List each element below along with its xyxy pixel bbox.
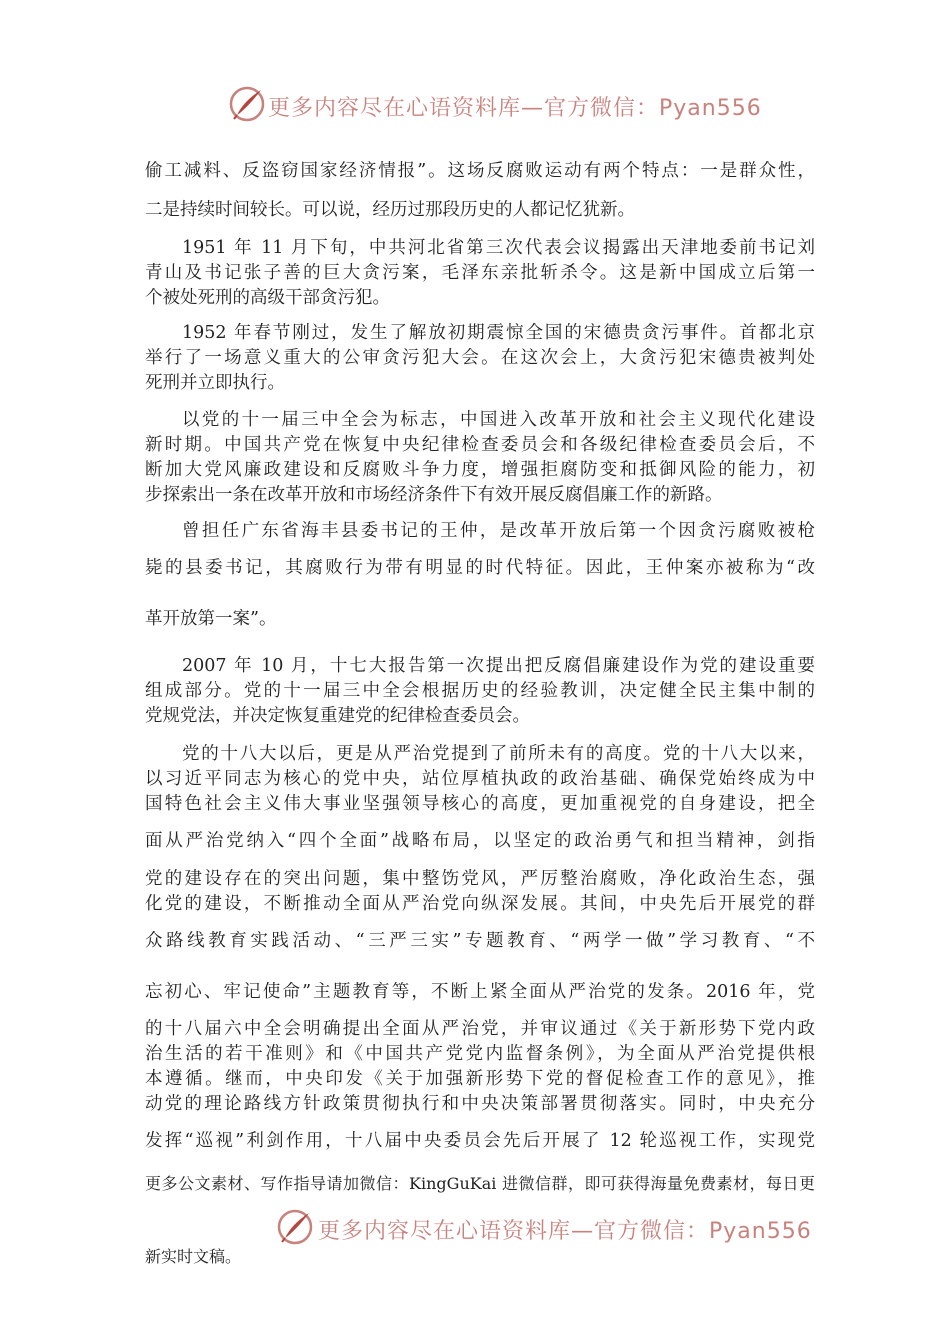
paragraph-line: 党的建设存在的突出问题，集中整饬党风，严厉整治腐败，净化政治生态，强 <box>145 869 815 889</box>
paragraph-line: 2007 年 10 月，十七大报告第一次提出把反腐倡廉建设作为党的建设重要 <box>182 656 815 676</box>
paragraph-line: 以习近平同志为核心的党中央，站位厚植执政的政治基础、确保党始终成为中 <box>145 769 815 789</box>
paragraph-line: 二是持续时间较长。可以说，经历过那段历史的人都记忆犹新。 <box>145 200 635 220</box>
footer-note-line1: 更多公文素材、写作指导请加微信：KingGuKai 进微信群，即可获得海量免费素材，每日更 <box>145 1174 815 1193</box>
paragraph-line: 党的十八大以后，更是从严治党提到了前所未有的高度。党的十八大以来， <box>182 744 815 764</box>
paragraph-line: 本遵循。继而，中央印发《关于加强新形势下党的督促检查工作的意见》，推 <box>145 1069 815 1089</box>
paragraph-line: 个被处死刑的高级干部贪污犯。 <box>145 288 390 308</box>
paragraph-line: 众路线教育实践活动、“三严三实”专题教育、“两学一做”学习教育、“不 <box>145 931 815 951</box>
paragraph-line: 动党的理论路线方针政策贯彻执行和中央决策部署贯彻落实。同时，中央充分 <box>145 1094 815 1114</box>
footer-banner <box>0 1205 950 1249</box>
paragraph-line: 以党的十一届三中全会为标志，中国进入改革开放和社会主义现代化建设 <box>182 410 815 430</box>
paragraph-line: 治生活的若干准则》和《中国共产党党内监督条例》，为全面从严治党提供根 <box>145 1044 815 1064</box>
paragraph-line: 毙的县委书记，其腐败行为带有明显的时代特征。因此，王仲案亦被称为“改 <box>145 558 815 578</box>
header-banner <box>0 82 950 126</box>
paragraph-line: 举行了一场意义重大的公审贪污犯大会。在这次会上，大贪污犯宋德贵被判处 <box>145 348 815 368</box>
quill-logo-icon <box>276 1208 314 1246</box>
paragraph-line: 党规党法，并决定恢复重建党的纪律检查委员会。 <box>145 706 530 726</box>
paragraph-line: 化党的建设，不断推动全面从严治党向纵深发展。其间，中央先后开展党的群 <box>145 894 815 914</box>
paragraph-line: 死刑并立即执行。 <box>145 373 285 393</box>
quill-logo-icon <box>228 85 266 123</box>
paragraph-line: 步探索出一条在改革开放和市场经济条件下有效开展反腐倡廉工作的新路。 <box>145 485 723 505</box>
paragraph-line: 面从严治党纳入“四个全面”战略布局，以坚定的政治勇气和担当精神，剑指 <box>145 831 815 851</box>
paragraph-line: 新时期。中国共产党在恢复中央纪律检查委员会和各级纪律检查委员会后，不 <box>145 435 815 455</box>
paragraph-line: 忘初心、牢记使命”主题教育等，不断上紧全面从严治党的发条。2016 年，党 <box>145 982 815 1002</box>
paragraph-line: 青山及书记张子善的巨大贪污案，毛泽东亲批斩杀令。这是新中国成立后第一 <box>145 263 815 283</box>
paragraph-line: 组成部分。党的十一届三中全会根据历史的经验教训，决定健全民主集中制的 <box>145 681 815 701</box>
banner-text: 更多内容尽在心语资料库—官方微信：Pyan556 <box>318 1219 812 1244</box>
paragraph-line: 断加大党风廉政建设和反腐败斗争力度，增强拒腐防变和抵御风险的能力，初 <box>145 460 815 480</box>
paragraph-line: 偷工减料、反盗窃国家经济情报”。这场反腐败运动有两个特点：一是群众性， <box>145 161 815 181</box>
paragraph-line: 国特色社会主义伟大事业坚强领导核心的高度，更加重视党的自身建设，把全 <box>145 794 815 814</box>
paragraph-line: 革开放第一案”。 <box>145 609 277 629</box>
paragraph-line: 1952 年春节刚过，发生了解放初期震惊全国的宋德贵贪污事件。首都北京 <box>182 323 815 343</box>
footer-note-line2: 新实时文稿。 <box>145 1247 242 1266</box>
banner-text: 更多内容尽在心语资料库—官方微信：Pyan556 <box>268 96 762 121</box>
paragraph-line: 1951 年 11 月下旬，中共河北省第三次代表会议揭露出天津地委前书记刘 <box>182 238 815 258</box>
paragraph-line: 曾担任广东省海丰县委书记的王仲，是改革开放后第一个因贪污腐败被枪 <box>182 521 815 541</box>
paragraph-line: 发挥“巡视”利剑作用，十八届中央委员会先后开展了 12 轮巡视工作，实现党 <box>145 1131 815 1151</box>
paragraph-line: 的十八届六中全会明确提出全面从严治党，并审议通过《关于新形势下党内政 <box>145 1019 815 1039</box>
